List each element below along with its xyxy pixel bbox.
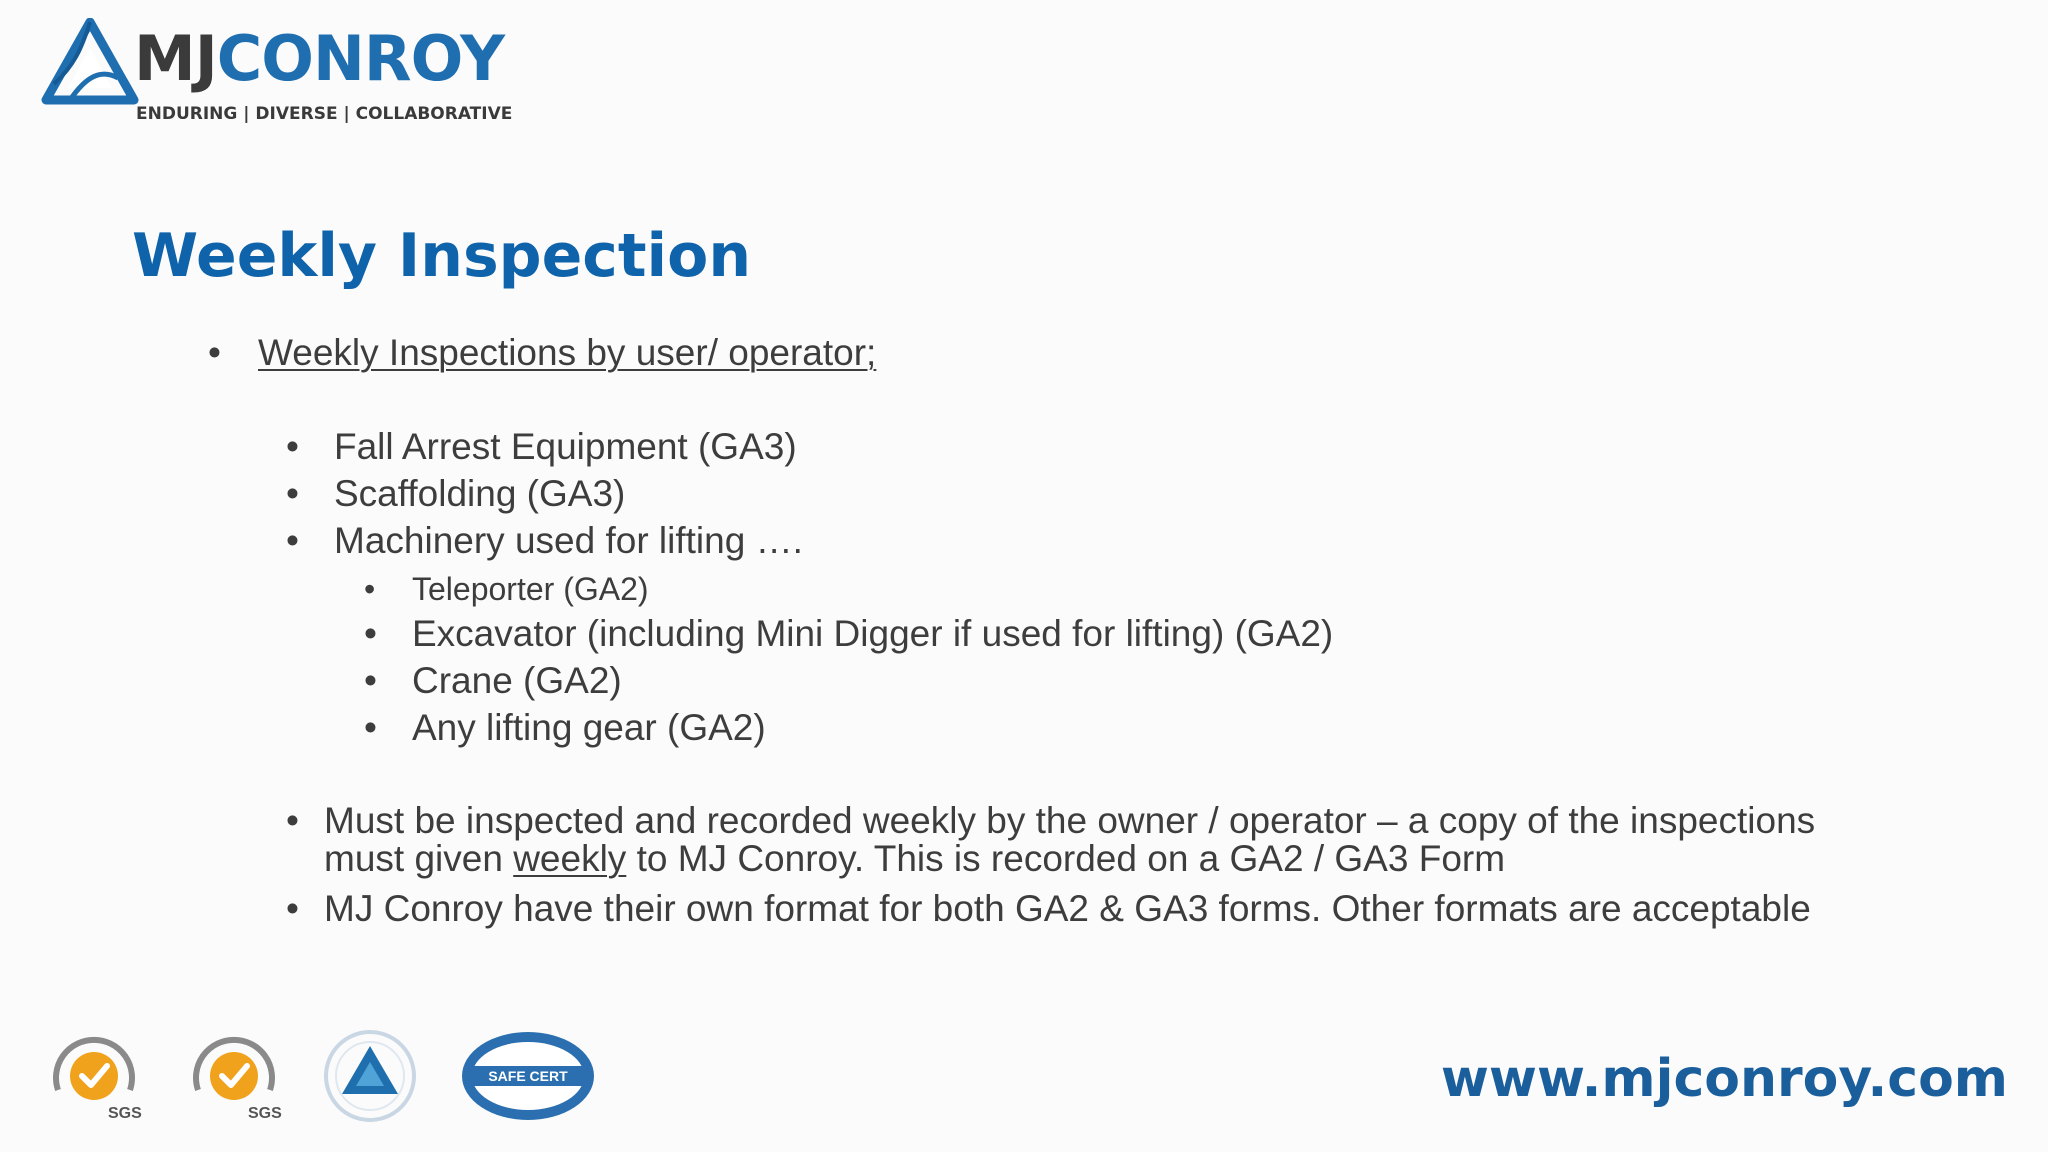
brand-logo	[40, 18, 560, 130]
badge-label: SGS	[108, 1105, 142, 1122]
slide-title: Weekly Inspection	[132, 221, 752, 291]
note-emphasis-weekly: weekly	[513, 838, 627, 879]
sub-list-item-text: Any lifting gear (GA2)	[412, 707, 766, 748]
website-url: www.mjconroy.com	[1440, 1049, 2008, 1109]
brand-tagline: ENDURING | DIVERSE | COLLABORATIVE	[136, 104, 513, 124]
brand-name	[134, 22, 504, 95]
sub-list-item-text: Crane (GA2)	[412, 660, 622, 701]
sub-list-item-text: Excavator (including Mini Digger if used for lifting) (GA2)	[412, 613, 1334, 654]
list-item-text: Fall Arrest Equipment (GA3)	[334, 426, 797, 467]
bullet-dot: •	[286, 520, 299, 561]
bullet-dot: •	[364, 707, 377, 748]
triangle-accreditation-seal-icon	[322, 1028, 418, 1124]
bullet-dot: •	[286, 888, 299, 929]
bullet-dot: •	[364, 571, 376, 607]
sub-list-item-text: Teleporter (GA2)	[412, 571, 649, 607]
note-line-1: Must be inspected and recorded weekly by the owner / operator – a copy of the inspections	[324, 800, 1816, 841]
bullet-dot: •	[364, 613, 377, 654]
section-heading: Weekly Inspections by user/ operator;	[258, 332, 877, 373]
bullet-dot: •	[286, 800, 299, 841]
bullet-dot: •	[364, 660, 377, 701]
note-text: MJ Conroy have their own format for both GA2 & GA3 forms. Other formats are acceptable	[324, 888, 1811, 929]
note-line-2-end: to MJ Conroy. This is recorded on a GA2 / GA3 Form	[626, 838, 1506, 879]
list-item-text: Scaffolding (GA3)	[334, 473, 626, 514]
note-line-2-start: must given	[324, 838, 514, 879]
brand-name-prefix: MJ	[134, 22, 217, 95]
badge-label: SGS	[248, 1105, 282, 1122]
safe-cert-seal-icon	[458, 1028, 598, 1124]
brand-name-suffix: CONROY	[216, 22, 504, 95]
note-line-2	[324, 840, 1815, 878]
sgs-iso-certification-badge-icon	[46, 1028, 142, 1124]
sgs-iso-certification-badge-icon	[186, 1028, 282, 1124]
triangle-swirl-logo-icon	[40, 18, 140, 110]
bullet-dot: •	[286, 473, 299, 514]
list-item-text: Machinery used for lifting ….	[334, 520, 803, 561]
note-text	[324, 802, 1815, 878]
bullet-dot: •	[286, 426, 299, 467]
bullet-dot: •	[208, 332, 221, 373]
badge-label: SAFE CERT	[488, 1068, 568, 1084]
